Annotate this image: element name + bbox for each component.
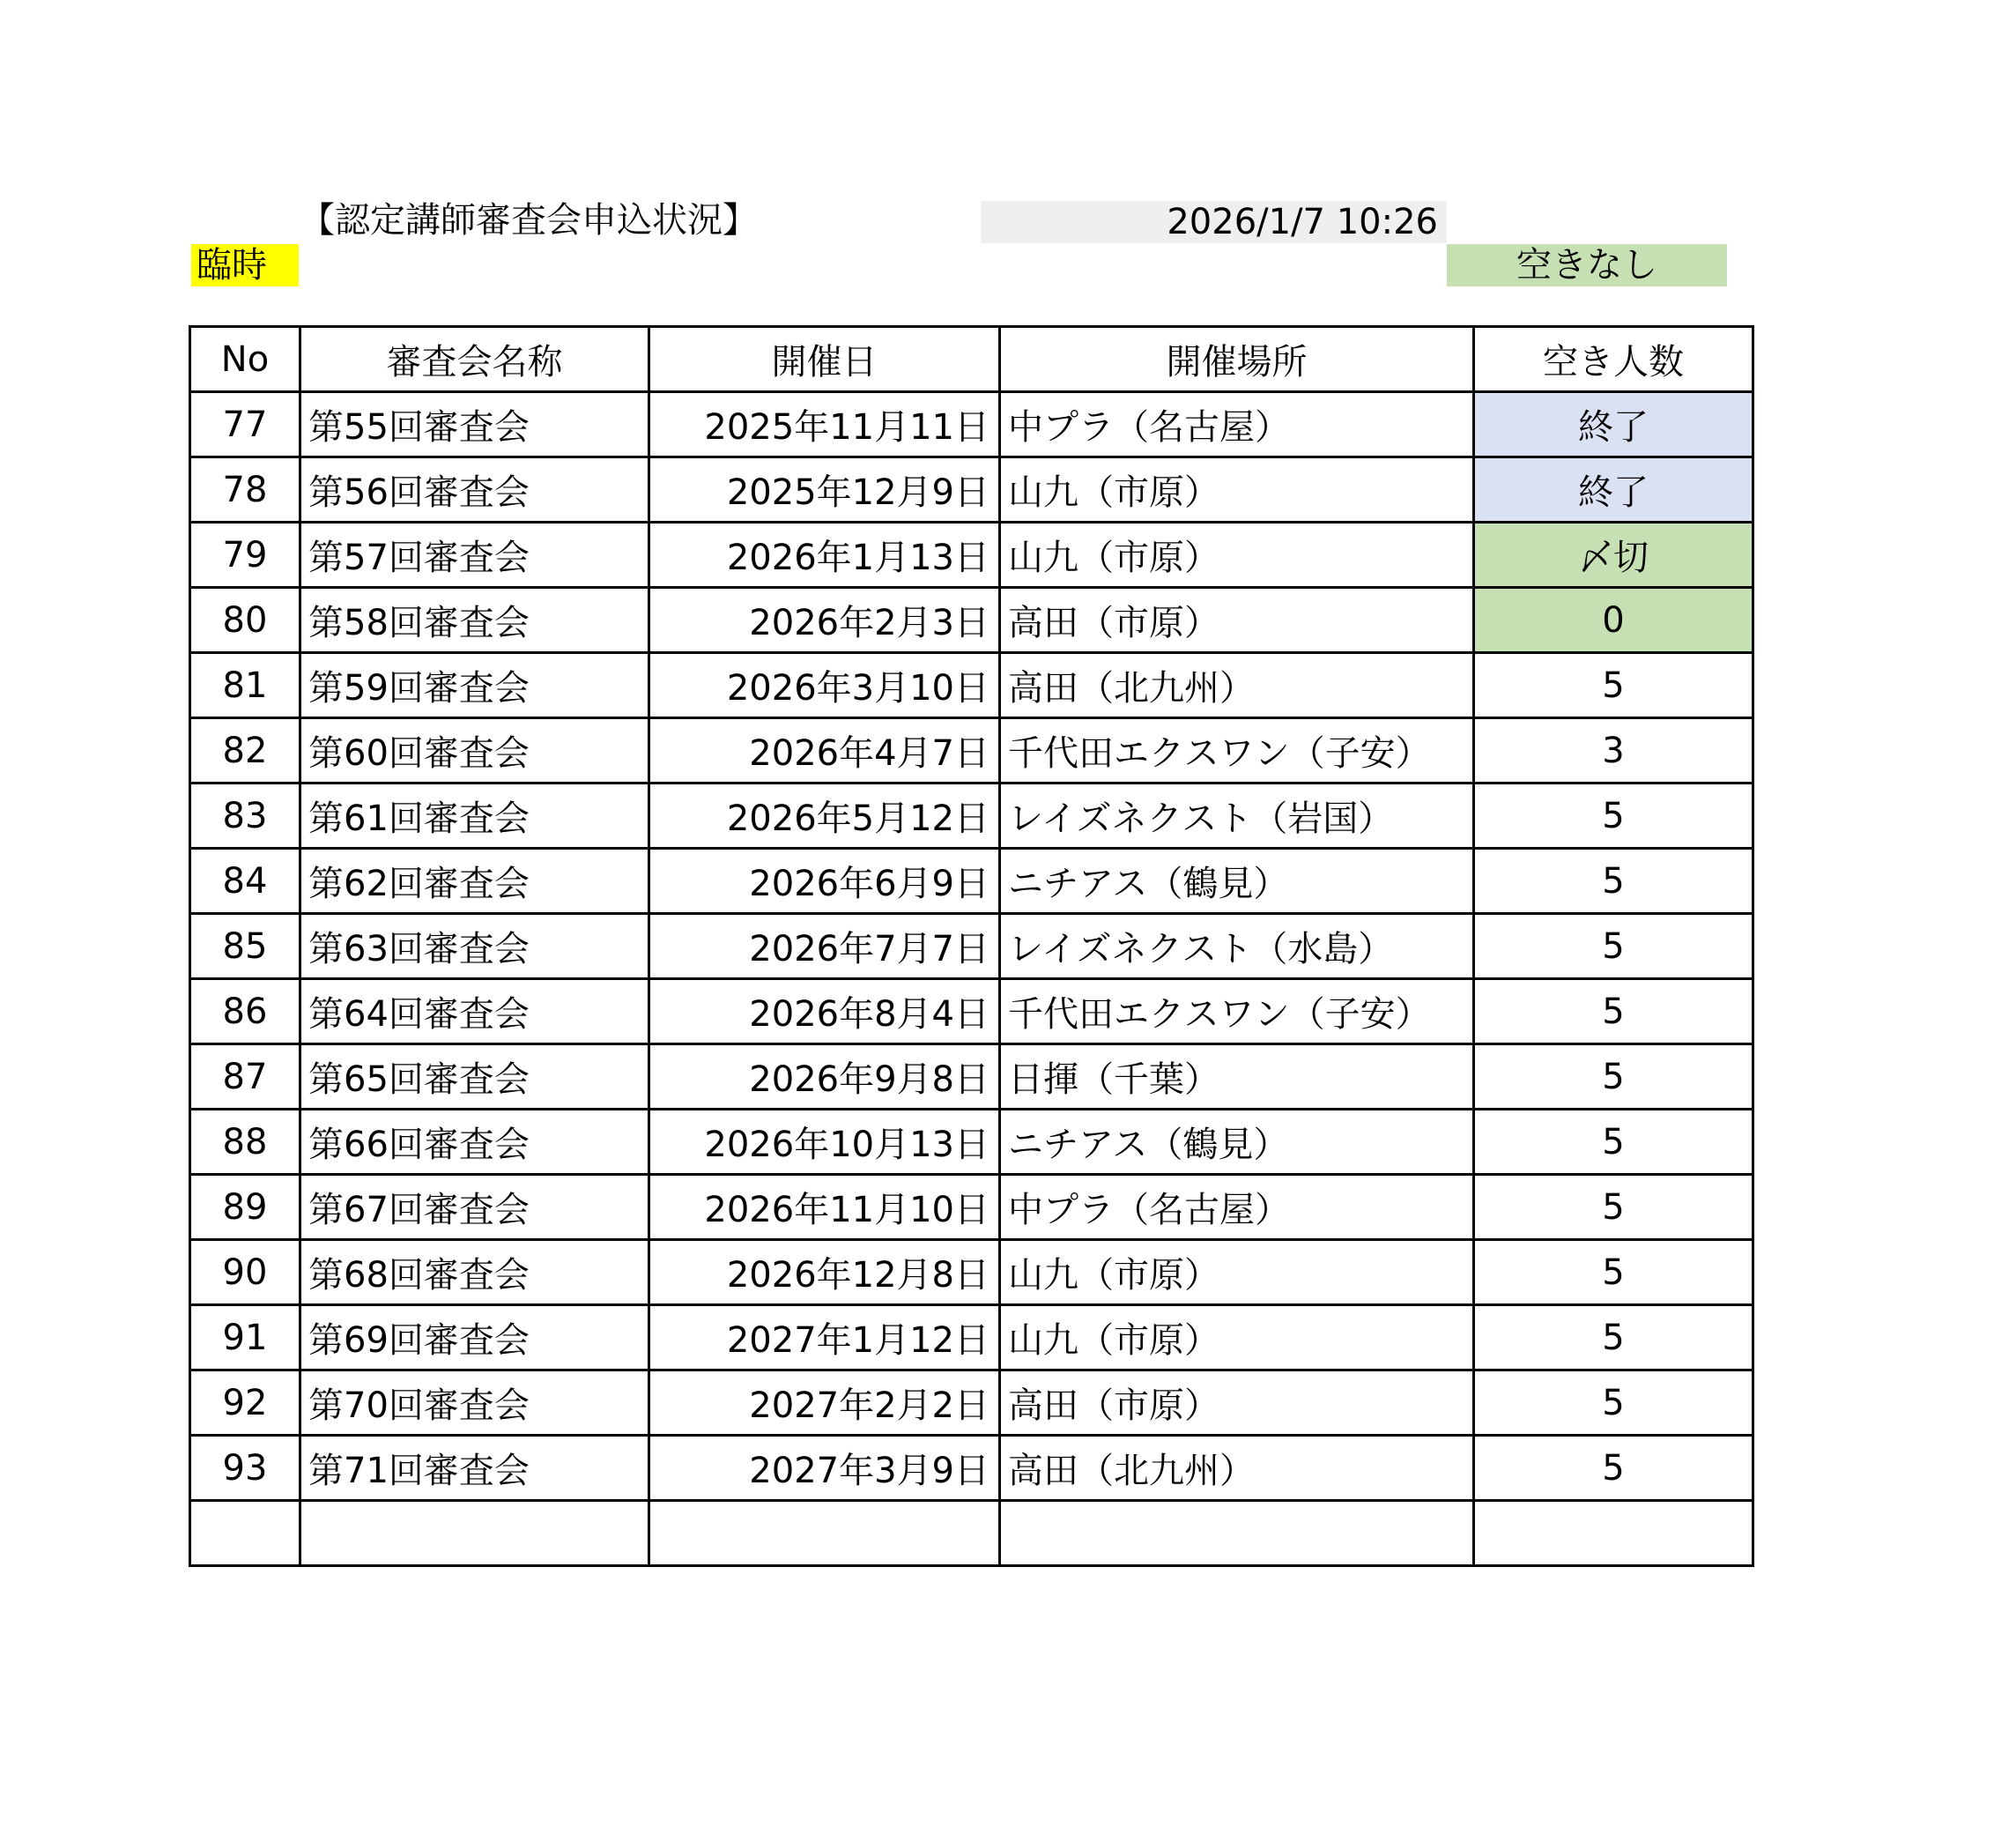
cell-date xyxy=(649,1501,1000,1566)
cell-no xyxy=(190,1501,300,1566)
cell-availability: 0 xyxy=(1474,588,1753,653)
cell-place: レイズネクスト（水島） xyxy=(1000,914,1474,979)
table-row xyxy=(190,914,1753,979)
cell-availability: 3 xyxy=(1474,718,1753,784)
cell-date: 2026年5月12日 xyxy=(649,784,1000,849)
cell-name: 第64回審査会 xyxy=(300,979,649,1044)
table-row xyxy=(190,392,1753,457)
cell-no: 80 xyxy=(190,588,300,653)
cell-place: 山九（市原） xyxy=(1000,1305,1474,1370)
header-name: 審査会名称 xyxy=(300,327,649,392)
cell-availability: 5 xyxy=(1474,1305,1753,1370)
cell-date: 2026年9月8日 xyxy=(649,1044,1000,1110)
cell-date: 2025年11月11日 xyxy=(649,392,1000,457)
cell-date: 2026年8月4日 xyxy=(649,979,1000,1044)
cell-no: 89 xyxy=(190,1175,300,1240)
cell-availability: 5 xyxy=(1474,1110,1753,1175)
cell-date: 2026年12月8日 xyxy=(649,1240,1000,1305)
cell-availability: 5 xyxy=(1474,1240,1753,1305)
table-row xyxy=(190,1240,1753,1305)
cell-name: 第58回審査会 xyxy=(300,588,649,653)
cell-date: 2027年2月2日 xyxy=(649,1370,1000,1436)
cell-name: 第59回審査会 xyxy=(300,653,649,718)
cell-date: 2026年10月13日 xyxy=(649,1110,1000,1175)
cell-name: 第68回審査会 xyxy=(300,1240,649,1305)
table-row xyxy=(190,979,1753,1044)
cell-name xyxy=(300,1501,649,1566)
table-body xyxy=(190,392,1753,1566)
cell-availability: 終了 xyxy=(1474,392,1753,457)
cell-no: 79 xyxy=(190,523,300,588)
cell-place: 高田（市原） xyxy=(1000,1370,1474,1436)
cell-date: 2026年2月3日 xyxy=(649,588,1000,653)
cell-no: 83 xyxy=(190,784,300,849)
cell-place: 山九（市原） xyxy=(1000,523,1474,588)
cell-no: 91 xyxy=(190,1305,300,1370)
cell-name: 第55回審査会 xyxy=(300,392,649,457)
cell-place: 中プラ（名古屋） xyxy=(1000,392,1474,457)
cell-date: 2025年12月9日 xyxy=(649,457,1000,523)
cell-place: 千代田エクスワン（子安） xyxy=(1000,979,1474,1044)
cell-availability: 5 xyxy=(1474,1370,1753,1436)
cell-no: 90 xyxy=(190,1240,300,1305)
table-row xyxy=(190,784,1753,849)
table-row xyxy=(190,718,1753,784)
table-row xyxy=(190,1436,1753,1501)
cell-name: 第63回審査会 xyxy=(300,914,649,979)
sheet-title: 【認定講師審査会申込状況】 xyxy=(300,200,758,241)
cell-name: 第61回審査会 xyxy=(300,784,649,849)
cell-availability: 5 xyxy=(1474,1044,1753,1110)
cell-date: 2026年11月10日 xyxy=(649,1175,1000,1240)
cell-no: 86 xyxy=(190,979,300,1044)
cell-date: 2026年7月7日 xyxy=(649,914,1000,979)
cell-no: 81 xyxy=(190,653,300,718)
cell-availability: 終了 xyxy=(1474,457,1753,523)
cell-date: 2026年1月13日 xyxy=(649,523,1000,588)
cell-availability: 5 xyxy=(1474,979,1753,1044)
cell-name: 第65回審査会 xyxy=(300,1044,649,1110)
cell-name: 第57回審査会 xyxy=(300,523,649,588)
header-place: 開催場所 xyxy=(1000,327,1474,392)
table-row xyxy=(190,1110,1753,1175)
cell-availability: 5 xyxy=(1474,1436,1753,1501)
cell-place: 中プラ（名古屋） xyxy=(1000,1175,1474,1240)
cell-place: 高田（北九州） xyxy=(1000,653,1474,718)
table-row xyxy=(190,1044,1753,1110)
cell-date: 2026年6月9日 xyxy=(649,849,1000,914)
cell-place: ニチアス（鶴見） xyxy=(1000,849,1474,914)
cell-availability: 5 xyxy=(1474,914,1753,979)
table-row xyxy=(190,1175,1753,1240)
table-row xyxy=(190,1501,1753,1566)
cell-no: 84 xyxy=(190,849,300,914)
header-no: No xyxy=(190,327,300,392)
header-availability: 空き人数 xyxy=(1474,327,1753,392)
table-header-row xyxy=(190,327,1753,392)
cell-place: レイズネクスト（岩国） xyxy=(1000,784,1474,849)
cell-place: 山九（市原） xyxy=(1000,457,1474,523)
cell-availability: 5 xyxy=(1474,849,1753,914)
cell-name: 第60回審査会 xyxy=(300,718,649,784)
cell-availability xyxy=(1474,1501,1753,1566)
cell-no: 92 xyxy=(190,1370,300,1436)
table-row xyxy=(190,457,1753,523)
cell-no: 82 xyxy=(190,718,300,784)
cell-date: 2026年4月7日 xyxy=(649,718,1000,784)
table-row xyxy=(190,1305,1753,1370)
table-row xyxy=(190,653,1753,718)
cell-place: 日揮（千葉） xyxy=(1000,1044,1474,1110)
cell-date: 2027年3月9日 xyxy=(649,1436,1000,1501)
cell-availability: 5 xyxy=(1474,653,1753,718)
update-timestamp: 2026/1/7 10:26 xyxy=(981,201,1447,243)
cell-date: 2026年3月10日 xyxy=(649,653,1000,718)
cell-name: 第70回審査会 xyxy=(300,1370,649,1436)
cell-availability: 〆切 xyxy=(1474,523,1753,588)
cell-place: ニチアス（鶴見） xyxy=(1000,1110,1474,1175)
cell-no: 88 xyxy=(190,1110,300,1175)
cell-availability: 5 xyxy=(1474,784,1753,849)
cell-availability: 5 xyxy=(1474,1175,1753,1240)
cell-place: 千代田エクスワン（子安） xyxy=(1000,718,1474,784)
table-row xyxy=(190,588,1753,653)
cell-no: 93 xyxy=(190,1436,300,1501)
cell-name: 第62回審査会 xyxy=(300,849,649,914)
cell-place: 高田（市原） xyxy=(1000,588,1474,653)
table-row xyxy=(190,849,1753,914)
cell-no: 78 xyxy=(190,457,300,523)
cell-place xyxy=(1000,1501,1474,1566)
cell-name: 第66回審査会 xyxy=(300,1110,649,1175)
table-row xyxy=(190,1370,1753,1436)
cell-date: 2027年1月12日 xyxy=(649,1305,1000,1370)
cell-name: 第71回審査会 xyxy=(300,1436,649,1501)
cell-name: 第67回審査会 xyxy=(300,1175,649,1240)
cell-no: 77 xyxy=(190,392,300,457)
header-date: 開催日 xyxy=(649,327,1000,392)
cell-no: 85 xyxy=(190,914,300,979)
cell-place: 高田（北九州） xyxy=(1000,1436,1474,1501)
table-row xyxy=(190,523,1753,588)
rinji-label: 臨時 xyxy=(191,244,299,286)
cell-no: 87 xyxy=(190,1044,300,1110)
cell-name: 第56回審査会 xyxy=(300,457,649,523)
cell-name: 第69回審査会 xyxy=(300,1305,649,1370)
cell-place: 山九（市原） xyxy=(1000,1240,1474,1305)
schedule-table xyxy=(189,325,1754,1567)
no-vacancy-legend: 空きなし xyxy=(1447,244,1727,286)
